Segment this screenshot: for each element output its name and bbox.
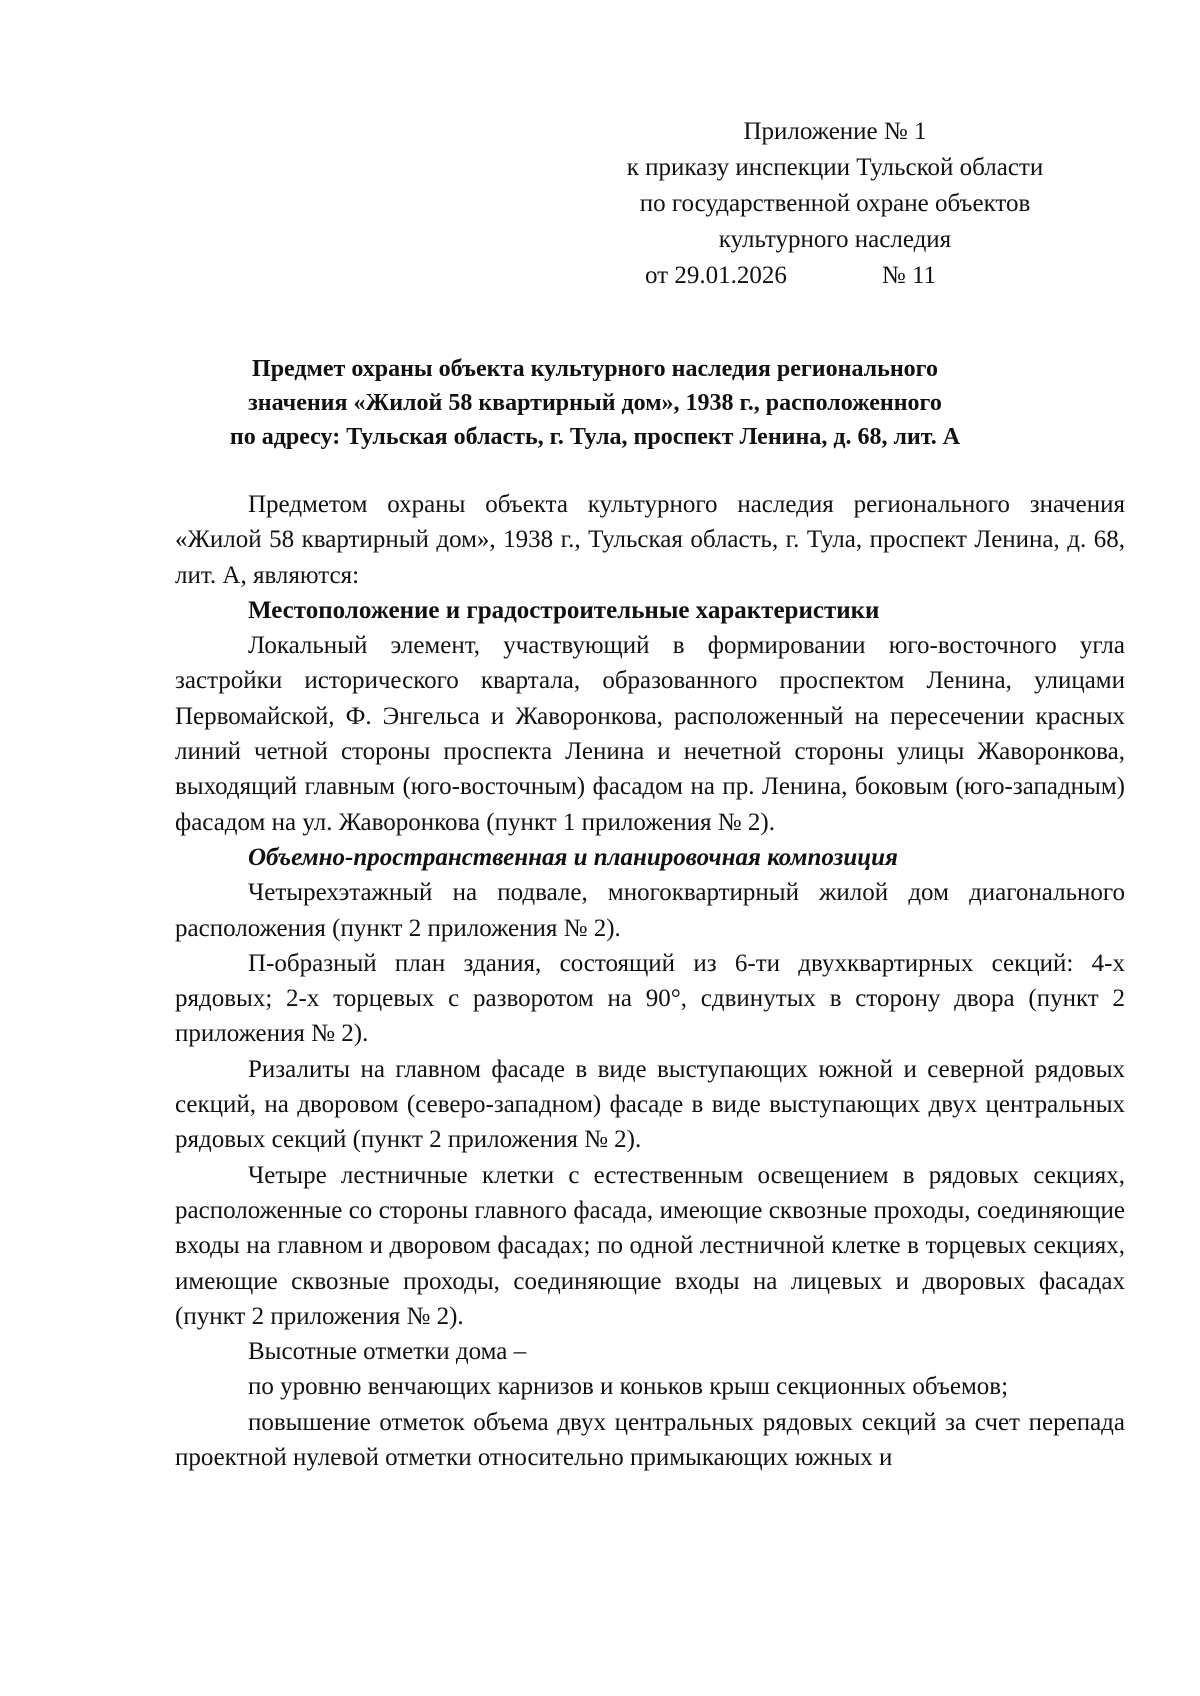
section-heading-location: Местоположение и градостроительные характеристики [248, 596, 880, 624]
title-line-1: Предмет охраны объекта культурного наследия регионального [252, 356, 938, 382]
document-body [175, 487, 1125, 1475]
composition-paragraph-1: Четырехэтажный на подвале, многоквартирный жилой дом диагонального расположения (пункт 2 приложения № 2). [175, 879, 1125, 942]
composition-paragraph-6: по уровню венчающих карнизов и коньков крыш секционных объемов; [248, 1373, 1009, 1401]
appendix-number: Приложение № 1 [743, 118, 927, 145]
intro-paragraph: Предметом охраны объекта культурного наследия регионального значения «Жилой 58 квартирный дом», 1938 г., Тульская область, г. Тула, проспект Ленина, д. 68, лит. А, являются: [175, 491, 1125, 589]
appendix-date-line [600, 258, 1070, 294]
appendix-date: от 29.01.2026 [645, 262, 787, 289]
title-line-3: по адресу: Тульская область, г. Тула, проспект Ленина, д. 68, лит. А [229, 424, 961, 450]
composition-paragraph-4: Четыре лестничные клетки с естественным освещением в рядовых секциях, расположенные со стороны главного фасада, имеющие сквозные проходы, соединяющие входы на главном и дворовом фасадах; по одной лестничной клетке в торцевых секциях, имеющие сквозные проходы, соединяющие входы на лицевых и дворовых фасадах (пункт 2 приложения № 2). [175, 1161, 1125, 1330]
appendix-order-ref-3: культурного наследия [718, 226, 952, 253]
composition-paragraph-5: Высотные отметки дома – [248, 1338, 527, 1366]
document-title [140, 352, 1050, 454]
appendix-order-number: № 11 [881, 262, 937, 289]
composition-paragraph-7: повышение отметок объема двух центральных рядовых секций за счет перепада проектной нулевой отметки относительно примыкающих южных и [175, 1408, 1125, 1472]
appendix-order-ref: к приказу инспекции Тульской области [626, 154, 1044, 181]
appendix-header [600, 114, 1070, 294]
appendix-order-ref-2: по государственной охране объектов [639, 190, 1031, 217]
composition-paragraph-2: П-образный план здания, состоящий из 6-ти двухквартирных секций: 4-х рядовых; 2-х торцевых с разворотом на 90°, сдвинутых в сторону двора (пункт 2 приложения № 2). [175, 949, 1125, 1048]
section-heading-composition: Объемно-пространственная и планировочная композиция [248, 843, 898, 871]
location-paragraph: Локальный элемент, участвующий в формировании юго-восточного угла застройки исторического квартала, образованного проспектом Ленина, улицами Первомайской, Ф. Энгельса и Жаворонкова, расположенный на пересечении красных линий четной стороны проспекта Ленина и нечетной стороны улицы Жаворонкова, выходящий главным (юго-восточным) фасадом на пр. Ленина, боковым (юго-западным) фасадом на ул. Жаворонкова (пункт 1 приложения № 2). [175, 632, 1125, 836]
composition-paragraph-3: Ризалиты на главном фасаде в виде выступающих южной и северной рядовых секций, на дворовом (северо-западном) фасаде в виде выступающих двух центральных рядовых секций (пункт 2 приложения № 2). [175, 1055, 1125, 1154]
title-line-2: значения «Жилой 58 квартирный дом», 1938 г., расположенного [248, 390, 942, 416]
